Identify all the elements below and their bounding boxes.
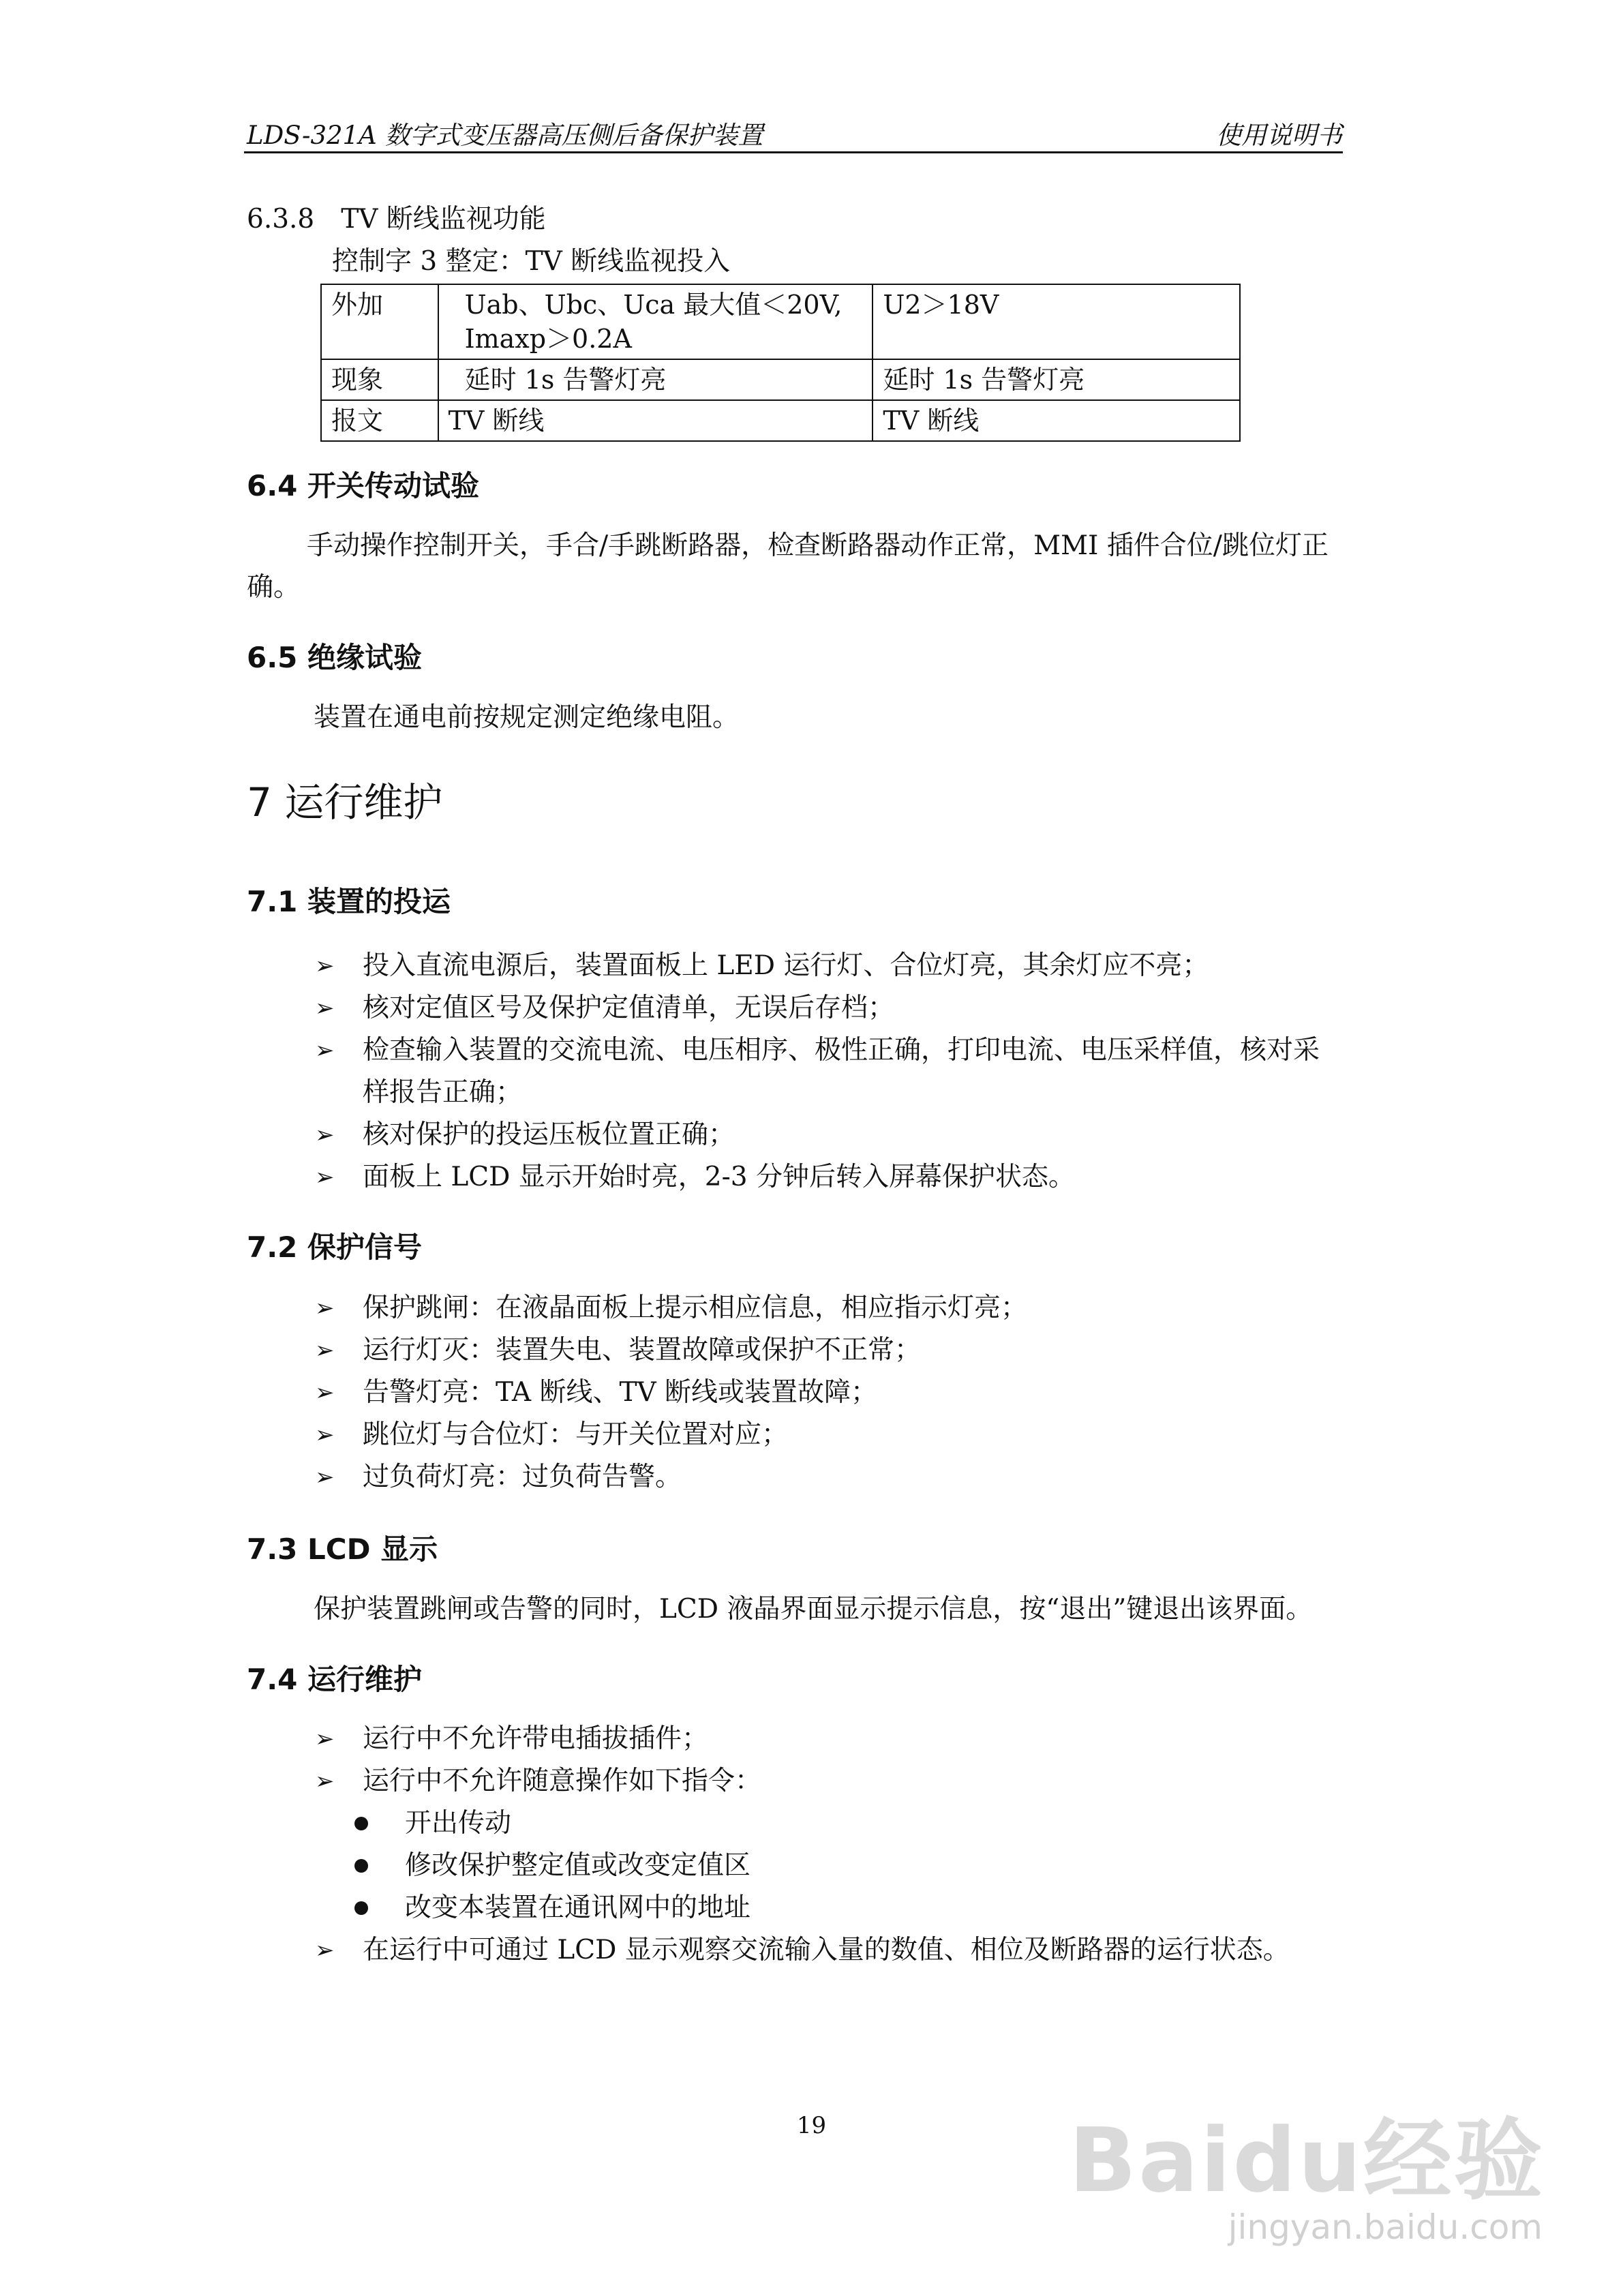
arrow-bullet-icon: ➢ bbox=[315, 995, 335, 1022]
paragraph-line: 确。 bbox=[247, 572, 301, 603]
table-cell bbox=[438, 284, 873, 359]
list-item: 过负荷灯亮：过负荷告警。 bbox=[363, 1462, 682, 1492]
list-item: 运行灯灭：装置失电、装置故障或保护不正常； bbox=[363, 1335, 922, 1365]
list-item: 运行中不允许随意操作如下指令： bbox=[363, 1766, 762, 1796]
baidu-watermark-url: jingyan.baidu.com bbox=[1228, 2207, 1543, 2247]
section-6-3-8-subtitle: 控制字 3 整定：TV 断线监视投入 bbox=[332, 246, 731, 277]
page-number: 19 bbox=[796, 2112, 827, 2139]
list-item: 保护跳闸：在液晶面板上提示相应信息，相应指示灯亮； bbox=[363, 1293, 1028, 1323]
list-item: 面板上 LCD 显示开始时亮，2-3 分钟后转入屏幕保护状态。 bbox=[363, 1162, 1076, 1192]
paragraph-line: 装置在通电前按规定测定绝缘电阻。 bbox=[314, 702, 740, 733]
section-6-3-8-heading: 6.3.8 TV 断线监视功能 bbox=[247, 204, 546, 235]
section-7-2-heading: 7.2 保护信号 bbox=[247, 1230, 423, 1264]
table-row bbox=[321, 400, 1240, 441]
header-manual-label: 使用说明书 bbox=[1216, 121, 1342, 150]
table-cell-line: Uab、Ubc、Uca 最大值＜20V, bbox=[464, 290, 843, 320]
list-item: 检查输入装置的交流电流、电压相序、极性正确，打印电流、电压采样值，核对采 bbox=[363, 1035, 1320, 1066]
table-cell: 报文 bbox=[321, 400, 438, 441]
list-item: 运行中不允许带电插拔插件； bbox=[363, 1723, 709, 1754]
dot-bullet-icon bbox=[354, 1859, 368, 1873]
table-cell: U2＞18V bbox=[873, 284, 1240, 359]
arrow-bullet-icon: ➢ bbox=[315, 1121, 335, 1149]
table-row bbox=[321, 359, 1240, 400]
section-6-4-heading: 6.4 开关传动试验 bbox=[247, 469, 480, 502]
list-item: 跳位灯与合位灯：与开关位置对应； bbox=[363, 1419, 789, 1450]
arrow-bullet-icon: ➢ bbox=[315, 952, 335, 980]
arrow-bullet-icon: ➢ bbox=[315, 1337, 335, 1364]
paragraph-line: 保护装置跳闸或告警的同时，LCD 液晶界面显示提示信息，按“退出”键退出该界面。 bbox=[314, 1594, 1313, 1625]
tv-monitor-table bbox=[320, 284, 1241, 442]
section-6-5-heading: 6.5 绝缘试验 bbox=[247, 641, 423, 674]
list-item: 投入直流电源后，装置面板上 LED 运行灯、合位灯亮，其余灯应不亮； bbox=[363, 950, 1209, 981]
chapter-7-heading: 7 运行维护 bbox=[247, 779, 443, 826]
sub-list-item: 改变本装置在通讯网中的地址 bbox=[405, 1892, 751, 1923]
arrow-bullet-icon: ➢ bbox=[315, 1379, 335, 1406]
arrow-bullet-icon: ➢ bbox=[315, 1768, 335, 1795]
paragraph-line: 手动操作控制开关，手合/手跳断路器，检查断路器动作正常，MMI 插件合位/跳位灯正 bbox=[307, 530, 1329, 561]
table-cell: TV 断线 bbox=[438, 400, 873, 441]
arrow-bullet-icon: ➢ bbox=[315, 1037, 335, 1064]
header-doc-title: LDS-321A 数字式变压器高压侧后备保护装置 bbox=[247, 121, 763, 150]
baidu-watermark-logo: Baidu经验 bbox=[1069, 2109, 1545, 2212]
dot-bullet-icon bbox=[354, 1901, 368, 1915]
table-cell: 外加 bbox=[321, 284, 438, 359]
arrow-bullet-icon: ➢ bbox=[315, 1464, 335, 1491]
table-cell: 延时 1s 告警灯亮 bbox=[873, 359, 1240, 400]
sub-list-item: 修改保护整定值或改变定值区 bbox=[405, 1850, 751, 1881]
arrow-bullet-icon: ➢ bbox=[315, 1725, 335, 1753]
list-item: 告警灯亮：TA 断线、TV 断线或装置故障； bbox=[363, 1377, 878, 1408]
table-cell: 延时 1s 告警灯亮 bbox=[438, 359, 873, 400]
section-7-4-heading: 7.4 运行维护 bbox=[247, 1663, 423, 1696]
list-item: 在运行中可通过 LCD 显示观察交流输入量的数值、相位及断路器的运行状态。 bbox=[363, 1935, 1290, 1965]
table-cell: TV 断线 bbox=[873, 400, 1240, 441]
section-7-3-heading: 7.3 LCD 显示 bbox=[247, 1532, 438, 1566]
arrow-bullet-icon: ➢ bbox=[315, 1937, 335, 1964]
table-row bbox=[321, 284, 1240, 359]
header-divider bbox=[244, 151, 1343, 153]
list-item-continued: 样报告正确； bbox=[363, 1077, 523, 1108]
arrow-bullet-icon: ➢ bbox=[315, 1421, 335, 1449]
dot-bullet-icon bbox=[354, 1817, 368, 1830]
list-item: 核对定值区号及保护定值清单，无误后存档； bbox=[363, 993, 895, 1023]
arrow-bullet-icon: ➢ bbox=[315, 1164, 335, 1191]
list-item: 核对保护的投运压板位置正确； bbox=[363, 1119, 735, 1150]
arrow-bullet-icon: ➢ bbox=[315, 1295, 335, 1322]
sub-list-item: 开出传动 bbox=[405, 1808, 512, 1839]
section-7-1-heading: 7.1 装置的投运 bbox=[247, 885, 451, 918]
table-cell-line: Imaxp＞0.2A bbox=[464, 324, 632, 354]
table-cell: 现象 bbox=[321, 359, 438, 400]
